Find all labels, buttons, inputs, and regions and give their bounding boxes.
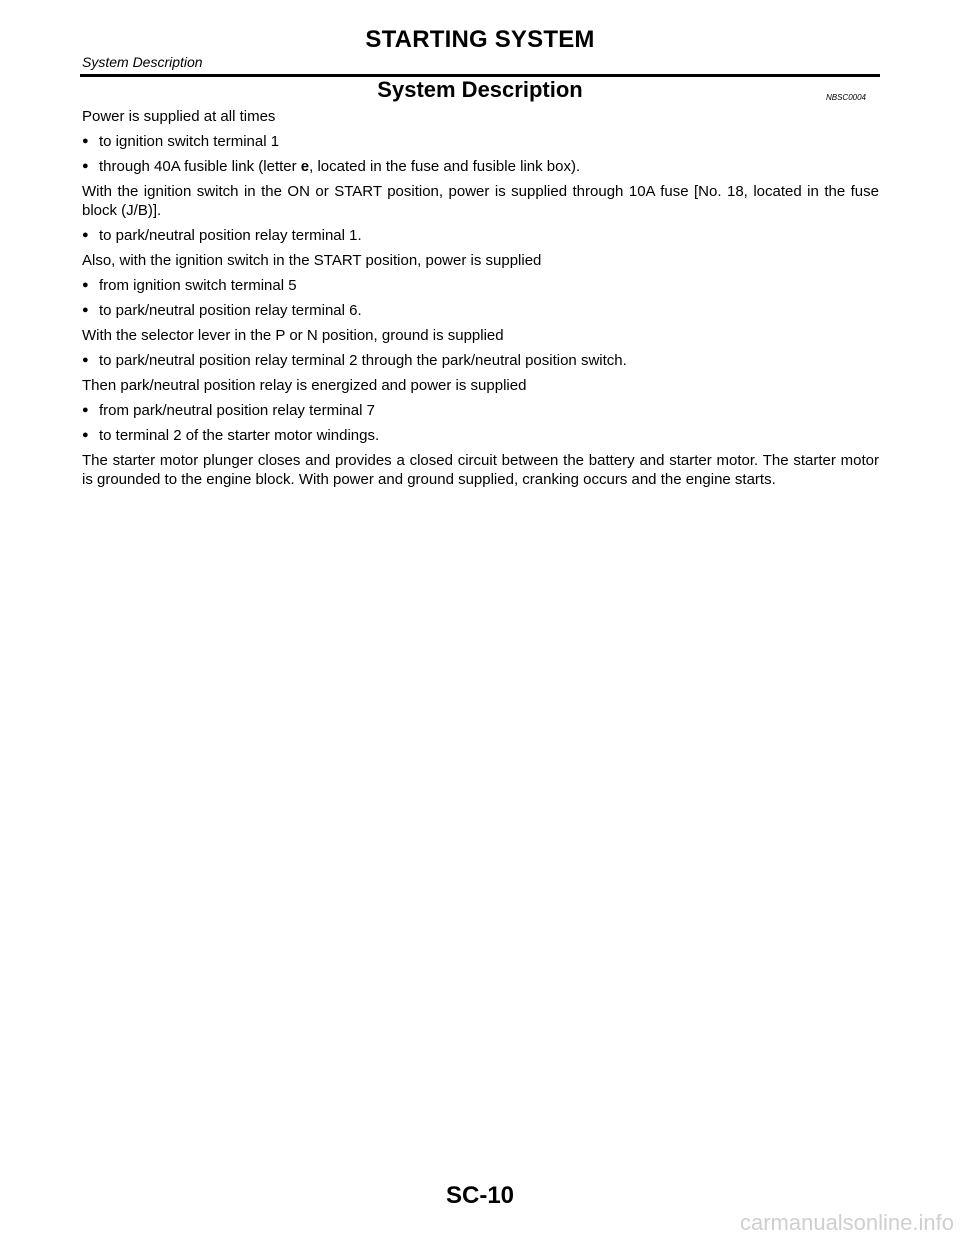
- paragraph: Also, with the ignition switch in the START position, power is supplied: [82, 252, 542, 269]
- list-item-text: to park/neutral position relay terminal 1.: [99, 227, 362, 244]
- list-item: [82, 401, 879, 420]
- list-item: [82, 226, 879, 245]
- bullet-list: [82, 401, 879, 445]
- paragraph: With the ignition switch in the ON or START position, power is supplied through 10A fuse [No. 18, located in the fuse block (J/B)].: [82, 183, 879, 219]
- bullet-list: [82, 276, 879, 320]
- page-header-title: STARTING SYSTEM: [365, 26, 595, 53]
- page-header-subtitle: System Description: [82, 54, 203, 70]
- paragraph: The starter motor plunger closes and provides a closed circuit between the battery and starter motor. The starter motor is grounded to the engine block. With power and ground supplied, cranking occurs and the engine starts.: [82, 452, 879, 488]
- bullet-icon: ●: [82, 354, 89, 366]
- bullet-list: [82, 351, 879, 370]
- watermark: carmanualsonline.info: [739, 1210, 954, 1235]
- bullet-icon: ●: [82, 404, 89, 416]
- section-code: NBSC0004: [825, 93, 866, 102]
- paragraph: Power is supplied at all times: [82, 108, 276, 125]
- list-item-text: to park/neutral position relay terminal 6.: [99, 302, 362, 319]
- list-item: [82, 132, 879, 151]
- paragraph: With the selector lever in the P or N position, ground is supplied: [82, 327, 504, 344]
- bullet-icon: ●: [82, 279, 89, 291]
- list-item: [82, 426, 879, 445]
- list-item-text: to ignition switch terminal 1: [99, 133, 280, 150]
- list-item: [82, 276, 879, 295]
- list-item-text: through 40A fusible link (letter: [99, 158, 301, 175]
- list-item: [82, 301, 879, 320]
- bullet-list: [82, 132, 879, 176]
- bullet-icon: ●: [82, 160, 89, 172]
- list-item: [82, 157, 879, 176]
- bullet-icon: ●: [82, 135, 89, 147]
- document-body: [82, 107, 879, 495]
- list-item-text: from ignition switch terminal 5: [99, 277, 297, 294]
- list-item-text: , located in the fuse and fusible link box).: [309, 158, 581, 175]
- page-number: SC-10: [445, 1182, 515, 1209]
- list-item: [82, 351, 879, 370]
- paragraph: Then park/neutral position relay is energized and power is supplied: [82, 377, 527, 394]
- bullet-icon: ●: [82, 429, 89, 441]
- section-title: System Description: [377, 77, 583, 102]
- list-item-text: to park/neutral position relay terminal 2 through the park/neutral position switch.: [99, 352, 627, 369]
- bullet-icon: ●: [82, 229, 89, 241]
- bullet-icon: ●: [82, 304, 89, 316]
- bullet-list: [82, 226, 879, 245]
- list-item-text: from park/neutral position relay terminal 7: [99, 402, 375, 419]
- list-item-text: to terminal 2 of the starter motor windings.: [99, 427, 380, 444]
- fusible-link-letter: e: [300, 158, 310, 175]
